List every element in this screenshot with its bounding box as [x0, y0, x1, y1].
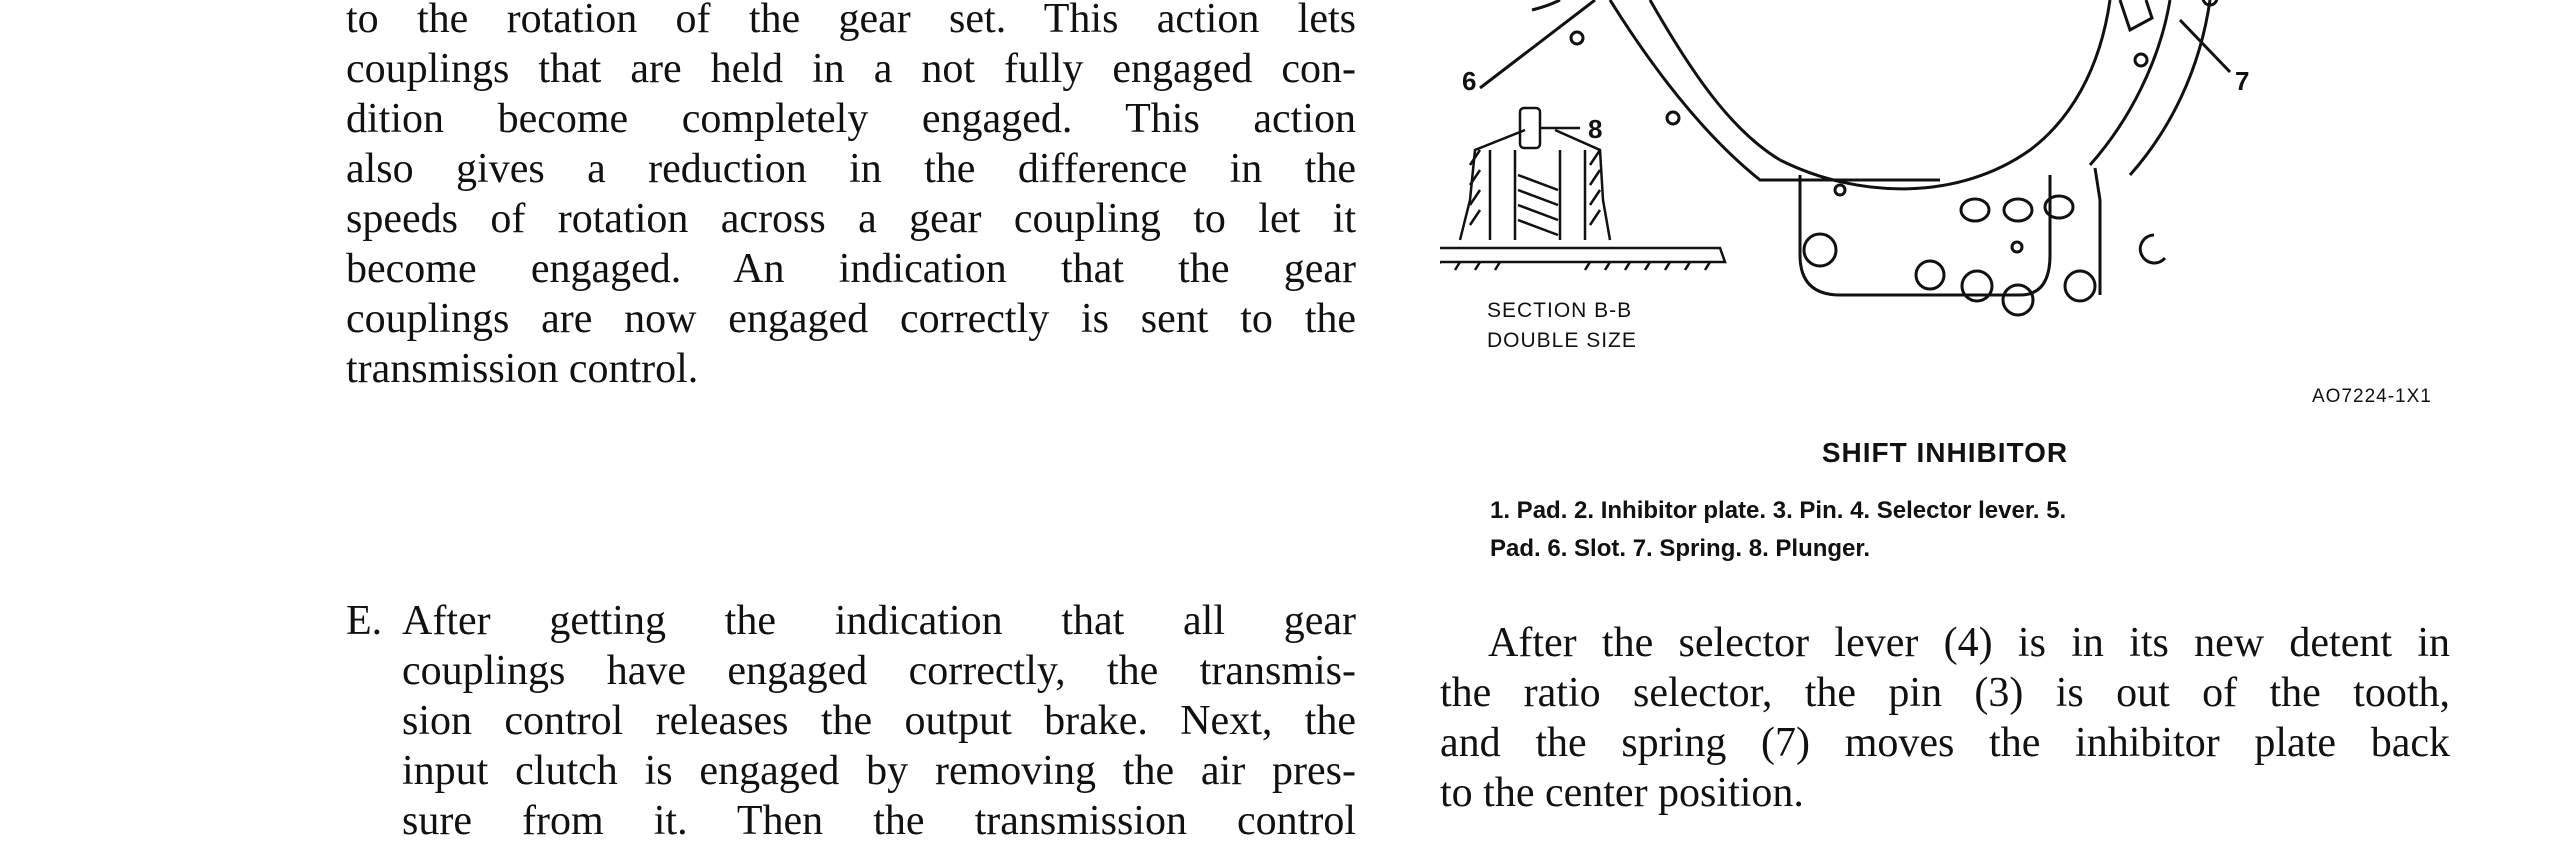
- list-marker: E.: [346, 598, 383, 644]
- section-b-b-detail: [1440, 108, 1725, 270]
- hole: [2012, 242, 2022, 252]
- plate-outline-upper-left: [1610, 0, 1940, 180]
- figure-title: SHIFT INHIBITOR: [1821, 437, 2069, 468]
- pad-right-edge: [2095, 168, 2100, 295]
- figure-caption: [1490, 492, 2390, 568]
- caption-line: Pad. 6. Slot. 7. Spring. 8. Plunger.: [1490, 535, 1871, 562]
- hole: [1835, 185, 1845, 195]
- hole: [1667, 112, 1679, 124]
- paragraph-gear-couplings: [346, 0, 1356, 394]
- hole: [1916, 261, 1944, 289]
- hole: [2135, 54, 2147, 66]
- hole: [2065, 271, 2095, 301]
- text-line: dition become completely engaged. This action: [346, 96, 1356, 142]
- callout-6: 6: [1462, 66, 1477, 96]
- text-line: and the spring (7) moves the inhibitor plate back: [1440, 720, 2450, 766]
- text-line: sure from it. Then the transmission control: [402, 798, 1356, 844]
- paragraph-e: [346, 596, 1356, 846]
- plate-inner-arc: [1780, 0, 2110, 189]
- text-line: to the rotation of the gear set. This action lets: [346, 0, 1356, 42]
- paragraph-selector-lever: [1440, 618, 2450, 818]
- text-line: couplings have engaged correctly, the transmis-: [402, 648, 1356, 694]
- text-line: also gives a reduction in the difference in the: [346, 146, 1356, 192]
- text-line: become engaged. An indication that the gear: [346, 246, 1356, 292]
- callout-8: 8: [1588, 114, 1603, 144]
- figure-code: AO7224-1X1: [2312, 386, 2432, 407]
- callout-7: 7: [2235, 66, 2250, 96]
- text-line: couplings are now engaged correctly is sent to the: [346, 296, 1356, 342]
- plate-outline-stub: [1532, 0, 1560, 10]
- text-line: sion control releases the output brake. Next, the: [402, 698, 1356, 744]
- hole: [1571, 32, 1583, 44]
- section-label-line: DOUBLE SIZE: [1487, 329, 1637, 352]
- hole-partial: [2140, 235, 2165, 263]
- text-line: input clutch is engaged by removing the air pres-: [402, 748, 1356, 794]
- plate-notch: [2120, 0, 2152, 30]
- hole: [2004, 199, 2032, 221]
- caption-line: 1. Pad. 2. Inhibitor plate. 3. Pin. 4. Selector lever. 5.: [1490, 497, 2067, 524]
- text-line: to the center position.: [1440, 770, 1804, 816]
- text-line: After the selector lever (4) is in its new detent in: [1488, 620, 2450, 666]
- hole: [1961, 199, 1989, 221]
- text-line: speeds of rotation across a gear coupling to let it: [346, 196, 1356, 242]
- shift-inhibitor-figure: [1440, 0, 2450, 420]
- text-line: transmission control.: [346, 346, 699, 392]
- text-line: After getting the indication that all gear: [402, 598, 1356, 644]
- section-label-line: SECTION B-B: [1487, 299, 1633, 322]
- text-line: couplings that are held in a not fully engaged con-: [346, 46, 1356, 92]
- hole: [2003, 285, 2033, 315]
- hole: [1804, 234, 1836, 266]
- section-label: [1487, 296, 1637, 356]
- text-line: the ratio selector, the pin (3) is out of the tooth,: [1440, 670, 2450, 716]
- plate-outline-inner-left: [1650, 0, 1780, 160]
